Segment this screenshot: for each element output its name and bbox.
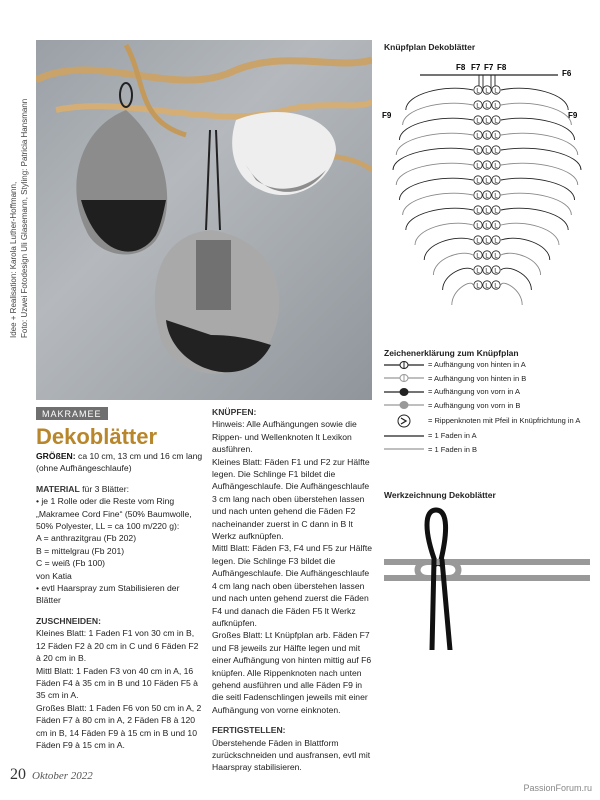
material-item: • evtl Haarspray zum Stabilisieren der Blätter: [36, 583, 180, 606]
rib-knot-label: L: [494, 238, 498, 245]
legend-row: [384, 372, 594, 386]
photo-illustration: [36, 40, 372, 400]
rib-knot-label: L: [494, 223, 498, 230]
page-number: 20: [10, 766, 26, 783]
rib-knot-label: L: [485, 253, 489, 260]
rib-knot-label: L: [485, 88, 489, 95]
knotting-paragraph: Kleines Blatt: Fäden F1 und F2 zur Hälfte legen. Die Schlinge F1 bildet die Aufhängeschlaufe. Die Aufhängeschlaufe 3 cm lang nach oben überstehen lassen und nach unten gehend die Fäden F2 nacheinander zuerst in C dann in B lt Werkz aufknüpfen.: [212, 456, 370, 542]
rib-knot-label: L: [485, 208, 489, 215]
rib-knot-label: L: [485, 163, 489, 170]
chart-cord: [415, 223, 473, 245]
chart-cord: [501, 148, 581, 170]
sizes-text: ca 10 cm, 13 cm und 16 cm lang (ohne Aufhängeschlaufe): [36, 451, 203, 474]
rib-knot-label: L: [485, 148, 489, 155]
chart-cord: [406, 88, 473, 110]
chart-cord: [443, 268, 473, 290]
cutting-paragraph: Kleines Blatt: 1 Faden F1 von 30 cm in B, 12 Fäden F2 à 20 cm in C und 6 Fäden F2 à 20 cm in B.: [36, 628, 199, 664]
finishing-text: Überstehende Fäden in Blattform zurückschneiden und ausfransen, evtl mit Haarspray stabilisieren.: [212, 737, 371, 773]
material-item: A = anthrazitgrau (Fb 202): [36, 533, 137, 544]
page-footer: [10, 766, 93, 784]
knotting-chart-svg: [380, 48, 590, 338]
rib-knot-label: L: [476, 148, 480, 155]
chart-cord: [501, 283, 522, 305]
legend-text: = Rippenknoten mit Pfeil in Knüpfrichtung in A: [428, 416, 581, 425]
article-column-2: [212, 406, 372, 774]
rib-knot-label: L: [476, 193, 480, 200]
legend-symbol-cord-b: [384, 444, 424, 454]
chart-knots: [474, 86, 500, 290]
chart-cord: [501, 268, 531, 290]
legend-row: [384, 399, 594, 413]
rib-knot-label: L: [494, 88, 498, 95]
work-drawing: [384, 502, 590, 650]
material-label: MATERIAL: [36, 483, 80, 494]
rib-knot-label: L: [476, 283, 480, 290]
rib-knot-label: L: [476, 178, 480, 185]
rib-knot-label: L: [476, 208, 480, 215]
photo-credit: [8, 40, 34, 340]
material-item: B = mittelgrau (Fb 201): [36, 545, 125, 556]
photo-credit-line2: Foto: Uzwei Fotodesign Uli Glasemann, Styling: Patricia Hansmann: [20, 98, 29, 338]
legend-text: = Aufhängung von vorn in A: [428, 387, 520, 397]
legend-text: = Aufhängung von hinten in B: [428, 373, 527, 383]
legend-text: = Aufhängung von hinten in A: [428, 360, 526, 370]
page-title: Dekoblätter: [36, 424, 158, 449]
legend-text: = 1 Faden in A: [428, 431, 477, 441]
rib-knot-label: L: [476, 223, 480, 230]
label-f9-left: F9: [382, 111, 392, 120]
rib-knot-label: L: [494, 283, 498, 290]
chart-cord: [501, 103, 571, 125]
rib-knot-label: L: [476, 253, 480, 260]
rib-knot-label: L: [485, 268, 489, 275]
chart-cord: [396, 163, 473, 185]
rib-knot-label: L: [476, 118, 480, 125]
work-drawing-svg: [384, 502, 590, 650]
photo-credit-line1: Idee + Realisation: Karola Luther-Hoffmann,: [9, 181, 18, 338]
rib-knot-label: L: [485, 238, 489, 245]
rib-knot-label: L: [494, 193, 498, 200]
material-item: • je 1 Rolle oder die Reste vom Ring „Makramee Cord Fine“ (50% Baumwolle, 50% Polyester, LL = ca 100 m/220 g):: [36, 496, 192, 532]
rib-knot-label: L: [494, 133, 498, 140]
chart-cord: [399, 118, 473, 140]
legend-symbol-back-b: [384, 373, 424, 383]
watermark: PassionForum.ru: [523, 783, 592, 793]
legend-text: = 1 Faden in B: [428, 444, 477, 454]
label-f8-left: F8: [456, 63, 466, 72]
rib-knot-label: L: [494, 208, 498, 215]
label-f9-right: F9: [568, 111, 578, 120]
drawing-title: Werkzeichnung Dekoblätter: [384, 490, 496, 500]
rib-knot-label: L: [494, 163, 498, 170]
rib-knot-label: L: [494, 268, 498, 275]
article-column-1: [36, 450, 204, 751]
knotting-paragraph: Großes Blatt: Lt Knüpfplan arb. Fäden F7 und F8 jeweils zur Hälfte legen und mit einer Aufhängung von hinten mittig auf F6 knüpfen. Alle Rippenknoten nach unten gehend ausführen und alle Fäden F9 in die seitl Fadenschlingen jeweils mit einer Aufhängung von vorne einknoten.: [212, 630, 372, 715]
cutting-paragraph: Großes Blatt: 1 Faden F6 von 50 cm in A, 2 Fäden F7 à 80 cm in A, 2 Fäden F8 à 120 cm in B, 14 Fäden F9 à 15 cm in B und 10 Fäden F9 à 15 cm in A.: [36, 702, 202, 750]
chart-cord: [501, 163, 578, 185]
rib-knot-label: L: [494, 148, 498, 155]
knotting-chart: [380, 48, 590, 338]
rib-knot-label: L: [476, 103, 480, 110]
material-item: von Katia: [36, 570, 72, 581]
chart-cord: [501, 253, 541, 275]
chart-cord: [501, 88, 568, 110]
chart-cord: [399, 178, 473, 200]
rib-knot-label: L: [494, 118, 498, 125]
chart-cord: [452, 283, 473, 305]
label-f7-right: F7: [484, 63, 494, 72]
chart-cord: [501, 223, 559, 245]
rib-knot-label: L: [485, 283, 489, 290]
rib-knot-label: L: [476, 268, 480, 275]
chart-cord: [406, 208, 473, 230]
legend-row: [384, 429, 594, 443]
chart-cord: [501, 118, 575, 140]
legend-row: [384, 385, 594, 399]
rib-knot-label: L: [485, 178, 489, 185]
legend-symbol-front-b: [384, 400, 424, 410]
rib-knot-label: L: [494, 103, 498, 110]
legend-symbol-front-a: [384, 387, 424, 397]
chart-cord: [403, 193, 473, 215]
legend: [384, 358, 594, 456]
sizes-label: GRÖßEN:: [36, 451, 76, 461]
issue-month: Oktober 2022: [32, 770, 93, 782]
legend-symbol-rib-knot: [384, 414, 424, 428]
label-f7-left: F7: [471, 63, 481, 72]
cutting-paragraph: Mittl Blatt: 1 Faden F3 von 40 cm in A, 16 Fäden F4 à 35 cm in B und 10 Fäden F5 à 35 cm in A.: [36, 665, 198, 701]
legend-row: [384, 443, 594, 457]
rib-knot-label: L: [476, 133, 480, 140]
legend-text: = Aufhängung von vorn in B: [428, 400, 521, 410]
chart-cord: [501, 208, 568, 230]
chart-cord: [501, 133, 578, 155]
knotting-paragraph: Hinweis: Alle Aufhängungen sowie die Rippen- und Wellenknoten lt Lexikon ausführen.: [212, 419, 357, 455]
knotting-paragraph: Mittl Blatt: Fäden F3, F4 und F5 zur Hälfte legen. Die Schlinge F3 bildet die Aufhängeschlaufe. Die Aufhängeschlaufe 4 cm lang nach oben überstehen lassen und nach unten gehend zuerst die Fäden F4 und danach die Fäden F5 lt Werkz aufknüpfen.: [212, 543, 373, 628]
rib-knot-label: L: [485, 133, 489, 140]
rib-knot-label: L: [476, 238, 480, 245]
legend-symbol-cord-a: [384, 431, 424, 441]
material-suffix: für 3 Blätter:: [82, 483, 129, 494]
material-item: C = weiß (Fb 100): [36, 558, 106, 569]
legend-title: Zeichenerklärung zum Knüpfplan: [384, 348, 519, 358]
rib-knot-label: L: [485, 118, 489, 125]
legend-row: [384, 358, 594, 372]
rib-knot-label: L: [476, 163, 480, 170]
rib-knot-label: L: [485, 193, 489, 200]
chart-title: Knüpfplan Dekoblätter: [384, 42, 476, 52]
rib-knot-label: L: [485, 223, 489, 230]
product-photo: [36, 40, 372, 400]
chart-cord: [403, 103, 473, 125]
knotting-label: KNÜPFEN:: [212, 407, 257, 417]
label-f8-right: F8: [497, 63, 507, 72]
legend-row: [384, 412, 594, 429]
chart-cord: [501, 178, 575, 200]
legend-symbol-back-a: [384, 360, 424, 370]
rib-knot-label: L: [476, 88, 480, 95]
chart-cord: [396, 133, 473, 155]
finishing-label: FERTIGSTELLEN:: [212, 725, 286, 736]
section-tag: MAKRAMEE: [36, 407, 108, 420]
rib-knot-label: L: [494, 178, 498, 185]
rib-knot-label: L: [485, 103, 489, 110]
rib-knot-label: L: [494, 253, 498, 260]
chart-cord: [501, 193, 571, 215]
chart-cord: [393, 148, 473, 170]
cutting-label: ZUSCHNEIDEN:: [36, 615, 101, 626]
label-f6: F6: [562, 69, 572, 78]
chart-cord: [433, 253, 473, 275]
